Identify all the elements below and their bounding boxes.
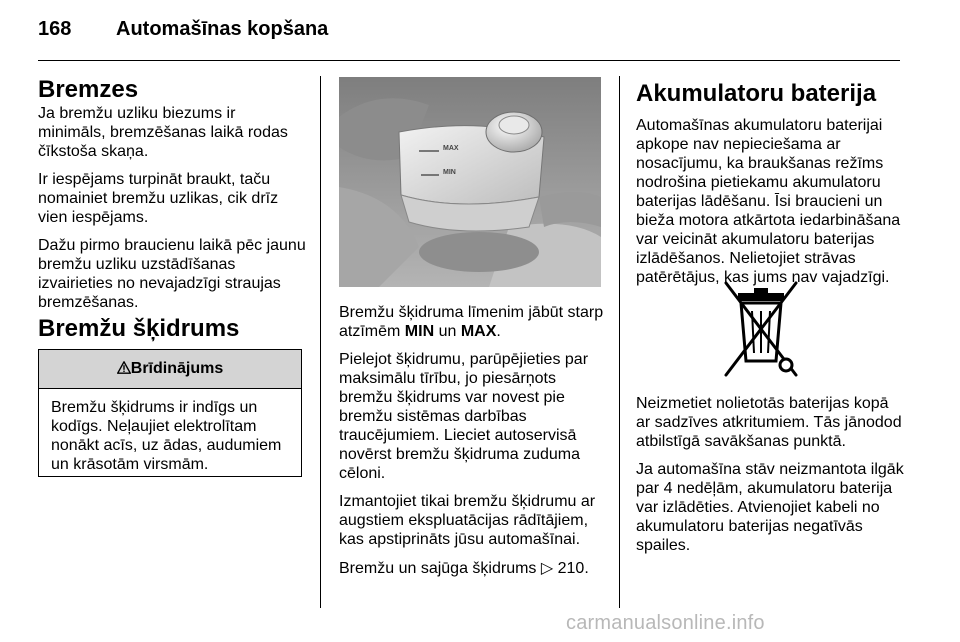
section-heading-brake-fluid: Bremžu šķidrums [38,315,240,342]
middle-column [339,303,605,587]
section-heading-brakes: Bremzes [38,76,139,103]
reference-paragraph: Bremžu un sajūga šķidrums ▷ 210. [339,558,589,577]
min-mark-label: MIN [443,169,456,176]
brakes-paragraph: Ja bremžu uzliku biezums ir minimāls, bremzēšanas laikā rodas čīkstoša skaņa. [38,105,288,160]
battery-paragraph: Ja automašīna stāv neizmantota ilgāk par 4 nedēļām, akumulatoru baterija var izlādēties. Atvienojiet kabeli no akumulatoru baterijas negatīvās spailes. [636,461,904,554]
right-column [636,80,902,296]
column-divider-left [320,76,321,608]
section-heading-battery: Akumulatoru baterija [636,80,877,107]
column-divider-right [619,76,620,608]
page-reference-arrow-icon: ▷ [540,558,554,577]
fluid-paragraph: Izmantojiet tikai bremžu šķidrumu ar augstiem ekspluatācijas rādītājiem, kas apstiprināts jūsu automašīnai. [339,493,596,548]
warning-box [38,349,302,477]
battery-paragraph: Automašīnas akumulatoru baterijai apkope nav nepieciešama ar nosacījumu, ka braukšanas režīms nodrošina pietiekamu akumulatoru baterijas lādēšanu. Īsi braucieni un bieža motora atkārtota iedarbināšana var veicināt akumulatoru baterijas izlādēšanos. Nelietojiet strāvas patērētājus, kas jums nav vajadzīgi. [636,117,901,286]
crossed-out-wheelie-bin-icon [716,279,806,380]
brakes-paragraph: Ir iespējams turpināt braukt, taču nomainiet bremžu uzlikas, cik drīz vien iespējams. [38,171,279,226]
left-column [38,76,306,321]
warning-triangle-icon [117,361,131,374]
page-header [38,18,908,48]
right-column-lower [636,394,906,564]
max-mark-label: MAX [443,145,459,152]
max-mark: MAX [460,323,497,340]
fluid-paragraph: Pielejot šķidrumu, parūpējieties par maksimālu tīrību, jo piesārņots bremžu šķidrums var novest pie bremžu sistēmas darbības traucējumiem. Lieciet autoservisā novērst bremžu šķidruma zuduma cēloni. [339,351,589,482]
watermark: carmanualsonline.info [566,612,765,634]
battery-paragraph: Neizmetiet nolietotās baterijas kopā ar sadzīves atkritumiem. Tās jānodod atbilstīgā savākšanas punktā. [636,395,902,450]
page-number: 168 [38,18,72,40]
header-rule [38,60,900,61]
min-mark: MIN [404,323,435,340]
level-paragraph: Bremžu šķidruma līmenim jābūt starp atzīmēm MIN un MAX. [339,304,604,340]
warning-title: Brīdinājums [130,360,224,377]
warning-text: Bremžu šķidrums ir indīgs un kodīgs. Neļaujiet elektrolītam nonākt acīs, uz ādas, audumiem un krāsotām virsmām. [51,399,282,473]
brakes-paragraph: Dažu pirmo braucienu laikā pēc jaunu bremžu uzliku uzstādīšanas izvairieties no nevajadzīgi straujas bremzēšanas. [38,237,306,311]
brake-fluid-reservoir-photo [339,77,601,287]
warning-header [39,350,301,389]
page-title: Automašīnas kopšana [116,18,329,40]
